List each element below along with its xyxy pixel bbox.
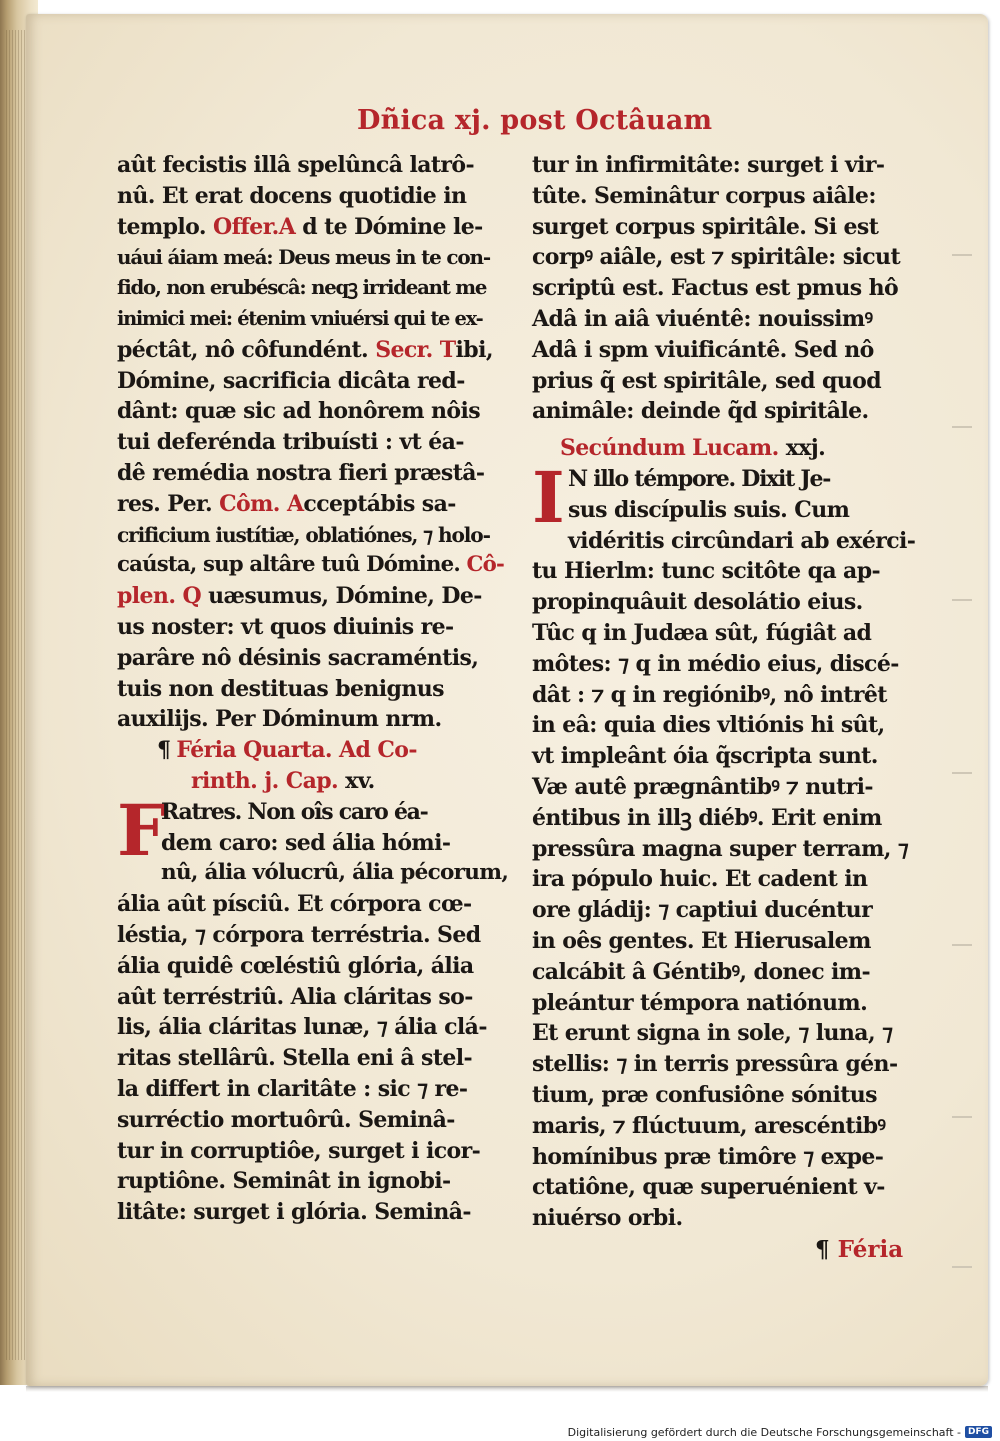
rubric-complenda-cont: plen.	[117, 583, 176, 610]
text-line: ira pópulo huic. Et cadent in	[532, 866, 868, 893]
rubric-complenda: Cô-	[466, 552, 504, 578]
text-line: dât : ⁊ q in regiónibꝰ, nô intrêt	[532, 681, 887, 708]
text-fragment: d te Dómine le-	[302, 213, 483, 240]
text-line: scriptû est. Factus est pmus hô	[532, 275, 899, 302]
text-line: nû, ália vólucrû, ália pécorum,	[161, 860, 509, 886]
text-line: Adâ i spm viuificántê. Sed nô	[532, 336, 874, 363]
text-line: tium, præ confusiône sónitus	[532, 1081, 877, 1108]
text-line: us noster: vt quos diuinis re-	[117, 613, 454, 640]
text-line: ália quidê cœléstiû glória, ália	[117, 952, 474, 979]
drop-capital-f: F	[117, 788, 167, 872]
text-fragment: caústa, sup altâre tuû Dómine.	[117, 552, 460, 578]
text-line: môtes: ⁊ q in médio eius, discé-	[532, 650, 899, 677]
text-line: crificium iustítiæ, oblatiónes, ⁊ holo-	[117, 522, 490, 547]
text-line: léstia, ⁊ córpora terréstria. Sed	[117, 921, 481, 948]
text-fragment: uæsumus, Dómine, De-	[208, 583, 482, 610]
gospel-heading	[532, 433, 927, 464]
feria-heading: Féria Quarta. Ad Co-	[176, 737, 417, 764]
feria-heading-line1	[117, 735, 512, 766]
text-line: ctatiône, quæ superuénient v-	[532, 1174, 885, 1201]
text-line: lis, ália cláritas lunæ, ⁊ ália clá-	[117, 1014, 487, 1041]
text-line: maris, ⁊ flúctuum, arescéntibꝰ	[532, 1112, 886, 1139]
rubric-offertory: Offer.	[213, 213, 279, 240]
catchword	[815, 1236, 903, 1263]
text-line: litâte: surget i glória. Seminâ-	[117, 1199, 471, 1226]
text-line: sus discípulis suis. Cum	[568, 496, 850, 523]
text-line: Dómine, sacrificia dicâta red-	[117, 367, 465, 394]
text-line: N illo témpore. Dixit Je-	[568, 465, 831, 492]
text-fragment: ibi,	[455, 336, 493, 363]
text-line: dem caro: sed ália hómi-	[161, 829, 451, 856]
text-line: tur in infirmitâte: surget i vir-	[532, 152, 885, 178]
text-line: in oês gentes. Et Hierusalem	[532, 927, 871, 954]
text-line: la differt in claritâte : sic ⁊ re-	[117, 1075, 468, 1102]
page-bottom-shadow	[26, 1386, 988, 1392]
text-line: inimici mei: étenim vniuérsi qui te ex-	[117, 306, 483, 330]
text-line: tui deferénda tribuísti : vt éa-	[117, 429, 464, 456]
text-line-offertory	[117, 212, 512, 243]
text-line-postcommunion	[117, 581, 512, 612]
gospel-block	[532, 455, 927, 1234]
running-header: Dñica xj. post Octâuam	[357, 105, 713, 136]
text-line: homínibus præ timôre ⁊ expe-	[532, 1143, 884, 1170]
right-column	[532, 150, 927, 1234]
text-fragment: péctât, nô côfundént.	[117, 336, 369, 363]
text-line: tur in corruptiôe, surget i icor-	[117, 1137, 481, 1164]
footer-text: Digitalisierung gefördert durch die Deutsche Forschungsgemeinschaft -	[567, 1425, 961, 1439]
text-fragment: cceptábis sa-	[303, 490, 456, 517]
text-line: aût fecistis illâ spelûncâ latrô-	[117, 152, 475, 178]
epistle-block	[117, 788, 512, 1228]
feria-heading-line2	[117, 766, 512, 797]
text-line-secret	[117, 335, 512, 366]
rubric-initial: A	[286, 490, 304, 517]
text-line: niuérso orbi.	[532, 1205, 683, 1232]
left-column	[117, 150, 512, 1228]
text-line: aût terréstriû. Alia cláritas so-	[117, 983, 473, 1010]
text-line: calcábit â Géntibꝰ, donec im-	[532, 958, 871, 985]
text-line: propinquâuit desolátio eius.	[532, 589, 863, 616]
rubric-initial: T	[439, 336, 456, 363]
text-line: parâre nô désinis sacraméntis,	[117, 644, 479, 671]
epistle-reference: rinth. j. Cap.	[191, 767, 339, 794]
text-line: in eâ: quia dies vltiónis hi sût,	[532, 712, 885, 739]
text-line: vidéritis circûndari ab exérci-	[568, 527, 916, 554]
text-line: Tûc q in Judæa sût, fúgiât ad	[532, 619, 872, 646]
rubric-initial: Q	[182, 583, 202, 610]
text-line: uáui áiam meá: Deus meus in te con-	[117, 245, 490, 270]
text-line: nû. Et erat docens quotidie in	[117, 182, 467, 209]
text-line: animâle: deinde q̃d spiritâle.	[532, 398, 869, 425]
text-line: corpꝰ aiâle, est ⁊ spiritâle: sicut	[532, 244, 901, 271]
digitization-footer	[568, 1423, 992, 1441]
page-edge-lines	[6, 30, 28, 1360]
text-line: surréctio mortuôrû. Seminâ-	[117, 1106, 455, 1133]
pilcrow-icon: ¶	[815, 1236, 830, 1263]
rubric-secret: Secr.	[375, 336, 433, 363]
text-line: surget corpus spiritâle. Si est	[532, 213, 879, 240]
pilcrow-icon: ¶	[157, 737, 171, 764]
text-fragment: templo.	[117, 213, 206, 240]
rubric-initial: A	[278, 213, 296, 240]
drop-capital-i: I	[532, 455, 565, 539]
text-line: ruptiône. Seminât in ignobi-	[117, 1168, 451, 1195]
text-line: ore gládij: ⁊ captiui ducéntur	[532, 897, 873, 924]
text-fragment: Per.	[167, 490, 213, 517]
text-line: stellis: ⁊ in terris pressûra gén-	[532, 1051, 898, 1078]
text-line-communion	[117, 489, 512, 520]
text-line: prius q̃ est spiritâle, sed quod	[532, 367, 882, 394]
text-line: ritas stellârû. Stella eni â stel-	[117, 1045, 473, 1072]
text-line: fido, non erubéscâ: neqꝫ irrideant me	[117, 276, 487, 300]
chapter-number: xv.	[345, 767, 375, 794]
text-line: tûte. Seminâtur corpus aiâle:	[532, 182, 876, 209]
text-line: Et erunt signa in sole, ⁊ luna, ⁊	[532, 1020, 893, 1047]
text-line: dê remédia nostra fieri præstâ-	[117, 459, 485, 486]
text-line: pleántur témpora natiónum.	[532, 989, 868, 1016]
text-line: Væ autê prægnântibꝰ ⁊ nutri-	[532, 773, 873, 800]
text-line: dânt: quæ sic ad honôrem nôis	[117, 398, 481, 425]
text-line: éntibus in illꝫ diébꝰ. Erit enim	[532, 804, 882, 831]
text-line: tu Hierlm: tunc scitôte qa ap-	[532, 558, 881, 585]
text-fragment: res.	[117, 490, 161, 517]
text-line: vt impleânt óia q̃scripta sunt.	[532, 743, 878, 770]
margin-ticks	[952, 254, 976, 1274]
gospel-title: Secúndum Lucam.	[560, 435, 779, 462]
text-line: tuis non destituas benignus	[117, 675, 444, 702]
dfg-logo: DFG	[965, 1426, 992, 1438]
gospel-number: xxj.	[785, 435, 826, 462]
catchword-text: Féria	[837, 1236, 904, 1263]
text-line: auxilijs. Per Dóminum nrm.	[117, 706, 442, 733]
text-line-complenda	[117, 550, 512, 581]
text-line: Adâ in aiâ viuéntê: nouissimꝰ	[532, 305, 873, 332]
text-line: pressûra magna super terram, ⁊	[532, 835, 909, 862]
text-line: ália aût písciû. Et córpora cœ-	[117, 891, 472, 918]
rubric-communion: Côm.	[219, 490, 280, 517]
text-line: Ratres. Non oîs caro éa-	[161, 798, 428, 825]
